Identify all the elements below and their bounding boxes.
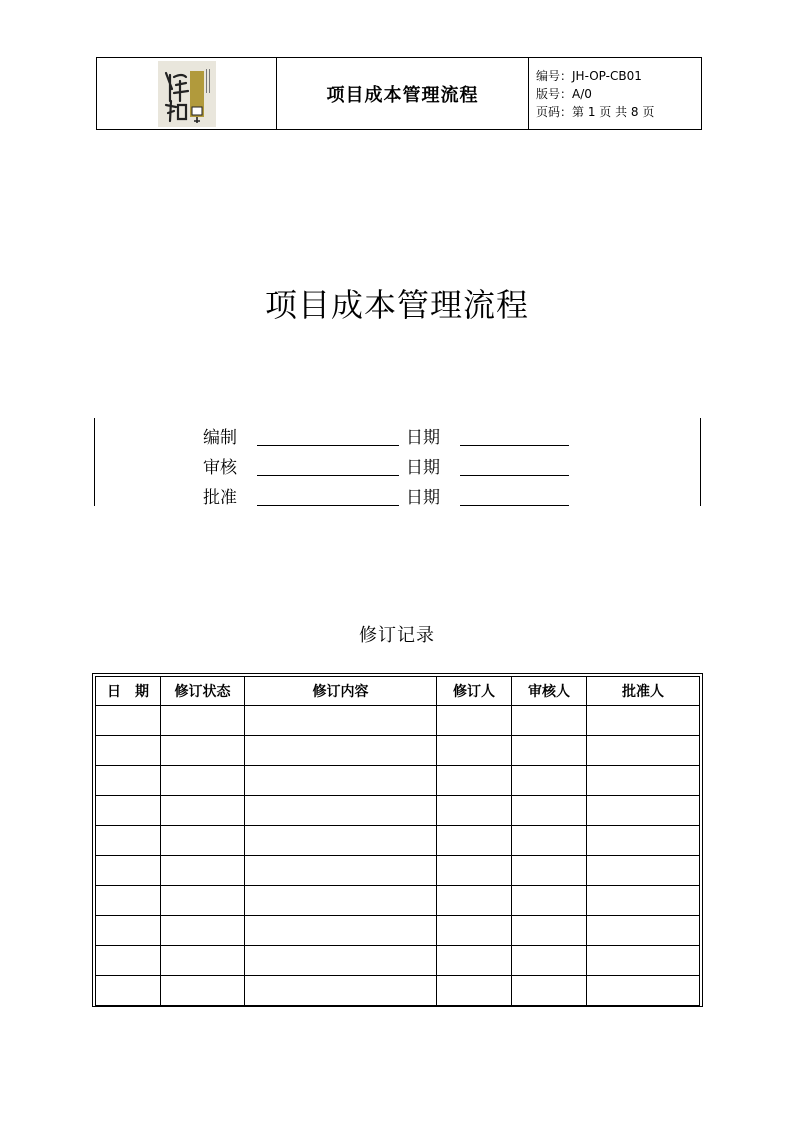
table-cell[interactable] <box>512 916 587 946</box>
table-cell[interactable] <box>161 886 245 916</box>
table-row <box>96 886 700 916</box>
table-cell[interactable] <box>96 706 161 736</box>
date-label: 日期 <box>406 458 440 478</box>
left-border-line <box>94 418 95 506</box>
table-cell[interactable] <box>512 766 587 796</box>
table-cell[interactable] <box>512 826 587 856</box>
signature-date-line[interactable] <box>460 475 569 476</box>
table-cell[interactable] <box>96 976 161 1006</box>
date-label: 日期 <box>406 488 440 508</box>
col-header-content: 修订内容 <box>245 677 437 706</box>
document-header <box>96 57 702 130</box>
table-row <box>96 946 700 976</box>
signature-date-line[interactable] <box>460 505 569 506</box>
signature-name-line[interactable] <box>257 445 399 446</box>
table-cell[interactable] <box>96 886 161 916</box>
col-header-reviser: 修订人 <box>437 677 512 706</box>
table-cell[interactable] <box>161 826 245 856</box>
table-cell[interactable] <box>587 916 700 946</box>
table-cell[interactable] <box>245 856 437 886</box>
table-cell[interactable] <box>245 916 437 946</box>
table-cell[interactable] <box>512 796 587 826</box>
table-cell[interactable] <box>512 736 587 766</box>
col-header-approver: 批准人 <box>587 677 700 706</box>
signature-name-line[interactable] <box>257 475 399 476</box>
signature-label: 批准 <box>203 488 237 508</box>
col-header-reviewer: 审核人 <box>512 677 587 706</box>
revision-table <box>95 676 700 1006</box>
table-cell[interactable] <box>437 886 512 916</box>
table-cell[interactable] <box>245 886 437 916</box>
table-row <box>96 856 700 886</box>
signature-name-line[interactable] <box>257 505 399 506</box>
col-header-date: 日 期 <box>96 677 161 706</box>
table-cell[interactable] <box>437 736 512 766</box>
revision-header-row <box>96 677 700 706</box>
table-cell[interactable] <box>161 946 245 976</box>
header-meta <box>529 58 701 129</box>
revision-table-frame <box>92 673 703 1007</box>
right-border-line <box>700 418 701 506</box>
table-cell[interactable] <box>245 826 437 856</box>
table-row <box>96 766 700 796</box>
table-cell[interactable] <box>245 976 437 1006</box>
table-cell[interactable] <box>245 796 437 826</box>
table-cell[interactable] <box>96 736 161 766</box>
table-row <box>96 826 700 856</box>
table-cell[interactable] <box>512 706 587 736</box>
company-logo-icon <box>158 61 216 127</box>
table-cell[interactable] <box>437 856 512 886</box>
table-cell[interactable] <box>587 766 700 796</box>
table-cell[interactable] <box>587 856 700 886</box>
table-cell[interactable] <box>437 706 512 736</box>
table-cell[interactable] <box>161 736 245 766</box>
date-label: 日期 <box>406 428 440 448</box>
table-cell[interactable] <box>512 886 587 916</box>
table-row <box>96 916 700 946</box>
signature-label: 审核 <box>203 458 237 478</box>
table-cell[interactable] <box>245 706 437 736</box>
table-cell[interactable] <box>437 916 512 946</box>
table-cell[interactable] <box>96 916 161 946</box>
table-cell[interactable] <box>161 796 245 826</box>
table-row <box>96 796 700 826</box>
table-cell[interactable] <box>512 946 587 976</box>
col-header-status: 修订状态 <box>161 677 245 706</box>
revision-title: 修订记录 <box>359 625 435 646</box>
doc-number: 编号：JH-OP-CB01 <box>536 69 642 83</box>
table-cell[interactable] <box>587 886 700 916</box>
table-cell[interactable] <box>587 706 700 736</box>
table-cell[interactable] <box>96 826 161 856</box>
table-cell[interactable] <box>161 976 245 1006</box>
table-cell[interactable] <box>587 826 700 856</box>
table-cell[interactable] <box>161 916 245 946</box>
revision-body <box>96 706 700 1006</box>
table-cell[interactable] <box>96 796 161 826</box>
table-cell[interactable] <box>245 946 437 976</box>
signature-date-line[interactable] <box>460 445 569 446</box>
table-cell[interactable] <box>437 826 512 856</box>
table-cell[interactable] <box>587 796 700 826</box>
table-cell[interactable] <box>161 856 245 886</box>
table-cell[interactable] <box>96 766 161 796</box>
doc-version: 版号：A/0 <box>536 87 592 101</box>
table-cell[interactable] <box>437 796 512 826</box>
table-cell[interactable] <box>245 766 437 796</box>
table-cell[interactable] <box>161 706 245 736</box>
table-cell[interactable] <box>587 736 700 766</box>
table-cell[interactable] <box>437 946 512 976</box>
table-cell[interactable] <box>96 946 161 976</box>
table-cell[interactable] <box>245 736 437 766</box>
table-row <box>96 706 700 736</box>
table-cell[interactable] <box>437 976 512 1006</box>
table-row <box>96 976 700 1006</box>
logo-cell <box>97 58 277 129</box>
table-cell[interactable] <box>437 766 512 796</box>
page-title: 项目成本管理流程 <box>264 286 529 324</box>
header-title: 项目成本管理流程 <box>277 58 529 129</box>
page-info: 页码：第 1 页 共 8 页 <box>536 105 655 119</box>
table-cell[interactable] <box>587 976 700 1006</box>
signature-label: 编制 <box>203 428 237 448</box>
table-cell[interactable] <box>512 976 587 1006</box>
table-cell[interactable] <box>512 856 587 886</box>
table-cell[interactable] <box>161 766 245 796</box>
table-cell[interactable] <box>587 946 700 976</box>
table-row <box>96 736 700 766</box>
table-cell[interactable] <box>96 856 161 886</box>
